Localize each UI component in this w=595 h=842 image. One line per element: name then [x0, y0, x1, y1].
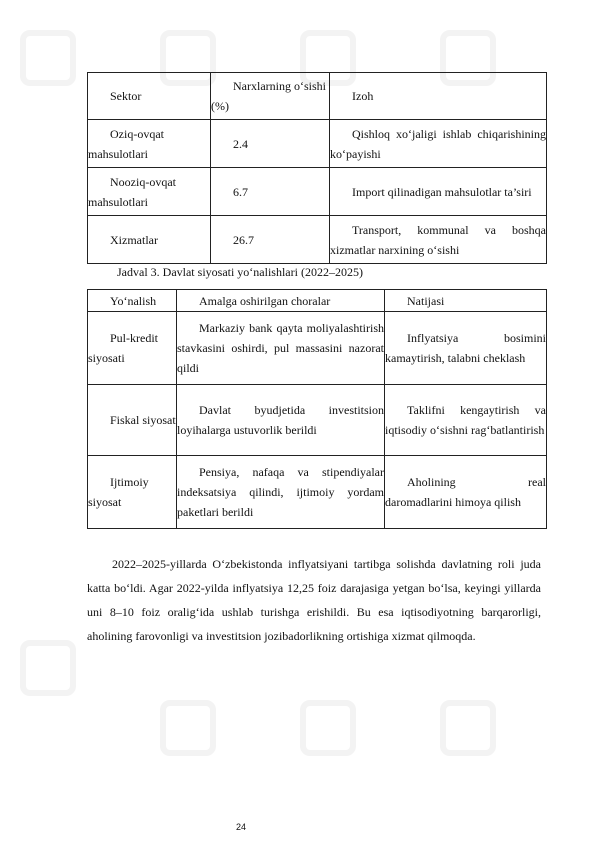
table-cell: Davlat byudjetida investitsion loyihalarga ustuvorlik berildi — [177, 385, 385, 456]
page-number: 24 — [236, 822, 247, 832]
body-paragraph — [87, 552, 541, 648]
table-cell: 6.7 — [211, 168, 330, 216]
table-cell: Taklifni kengaytirish va iqtisodiy o‘sishni rag‘batlantirish — [385, 385, 547, 456]
paragraph-text: 2022–2025-yillarda O‘zbekistonda inflyatsiyani tartibga solishda davlatning roli juda katta bo‘ldi. Agar 2022-yilda inflyatsiya 12,25 foiz darajasiga yetgan bo‘lsa, keyingi yillarda uni 8–10 foiz oralig‘ida ushlab turishga erishildi. Bu esa iqtisodiyotning barqarorligi, aholining farovonligi va investitsion jozibadorlikning ortishiga xizmat qilmoqda. — [87, 557, 541, 643]
watermark-square — [440, 700, 496, 756]
table-header-row — [88, 73, 547, 120]
table-cell: Transport, kommunal va boshqa xizmatlar narxining o‘sishi — [330, 216, 547, 264]
table-cell: Ijtimoiy siyosat — [88, 456, 177, 529]
inflation-by-sector-table — [87, 72, 547, 264]
table-row — [88, 312, 547, 385]
table-row — [88, 120, 547, 168]
table-cell: Xizmatlar — [88, 216, 211, 264]
table-cell: Nooziq-ovqat mahsulotlari — [88, 168, 211, 216]
table-cell: Aholining real daromadlarini himoya qilish — [385, 456, 547, 529]
table-cell: Pensiya, nafaqa va stipendiyalar indeksatsiya qilindi, ijtimoiy yordam paketlari berildi — [177, 456, 385, 529]
header-cell: Narxlarning o‘sishi (%) — [211, 73, 330, 120]
table-row — [88, 385, 547, 456]
table-row — [88, 456, 547, 529]
table-cell: 26.7 — [211, 216, 330, 264]
table-cell: Import qilinadigan mahsulotlar ta’siri — [330, 168, 547, 216]
watermark-square — [20, 30, 76, 86]
header-cell: Amalga oshirilgan choralar — [177, 290, 385, 312]
watermark-square — [300, 700, 356, 756]
table-cell: Oziq-ovqat mahsulotlari — [88, 120, 211, 168]
header-cell: Sektor — [88, 73, 211, 120]
table-cell: Fiskal siyosat — [88, 385, 177, 456]
table-caption: Jadval 3. Davlat siyosati yo‘nalishlari (2022–2025) — [117, 265, 363, 279]
header-cell: Yo‘nalish — [88, 290, 177, 312]
table-cell: Qishloq xo‘jaligi ishlab chiqarishining ko‘payishi — [330, 120, 547, 168]
table-cell: Markaziy bank qayta moliyalashtirish stavkasini oshirdi, pul massasini nazorat qildi — [177, 312, 385, 385]
table-cell: Inflyatsiya bosimini kamaytirish, talabni cheklash — [385, 312, 547, 385]
watermark-square — [160, 700, 216, 756]
table-row — [88, 216, 547, 264]
table-cell: 2.4 — [211, 120, 330, 168]
header-cell: Natijasi — [385, 290, 547, 312]
watermark-square — [20, 640, 76, 696]
table-header-row — [88, 290, 547, 312]
table-cell: Pul-kredit siyosati — [88, 312, 177, 385]
header-cell: Izoh — [330, 73, 547, 120]
state-policy-directions-table — [87, 289, 547, 529]
table-row — [88, 168, 547, 216]
